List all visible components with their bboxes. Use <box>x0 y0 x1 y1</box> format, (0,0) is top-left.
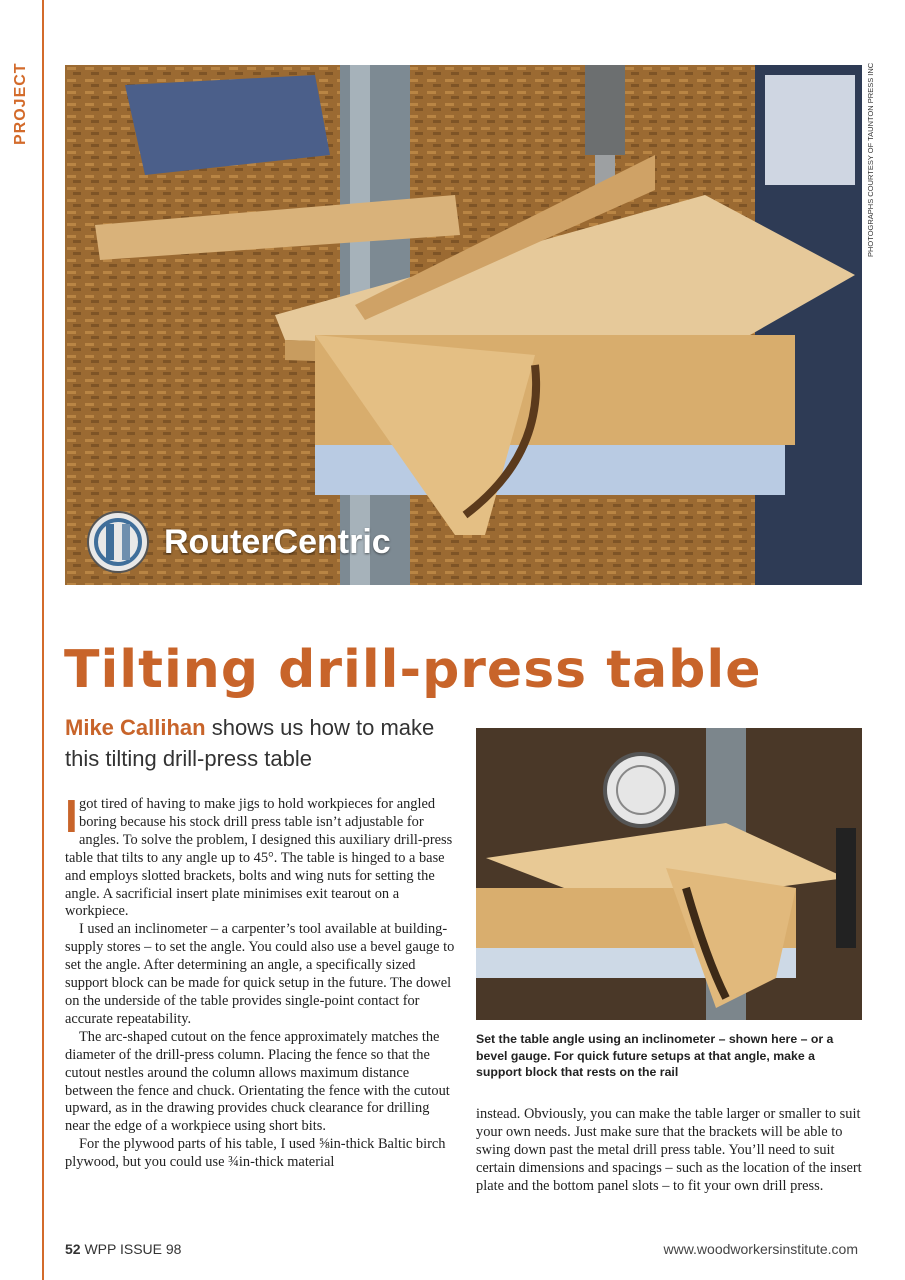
inclinometer-photo-illustration <box>476 728 862 1020</box>
section-tag-label: PROJECT <box>12 62 29 145</box>
side-rule <box>42 0 44 1280</box>
section-tag <box>0 60 40 150</box>
hero-photo-illustration <box>65 65 862 585</box>
body-column-right <box>476 1106 862 1196</box>
standfirst-text: shows us how to make this tilting drill-press table <box>65 715 435 771</box>
body-column-left <box>65 790 457 1172</box>
issue-label: WPP ISSUE 98 <box>84 1241 182 1257</box>
body-paragraph <box>65 790 457 921</box>
photo-credit <box>866 62 880 265</box>
body-paragraph: The arc-shaped cutout on the fence approximately matches the diameter of the drill-press column. Placing the fence so that the cutout nestles around the column allows maximum distance between the fence and chuck. Orientating the fence with the cutout upward, as in the drawing provides chuck clearance for drilling near the edge of a workpiece using short bits. <box>65 1028 450 1135</box>
standfirst <box>65 712 455 774</box>
author-name: Mike Callihan <box>65 715 206 740</box>
body-paragraph: For the plywood parts of his table, I used ⅝in-thick Baltic birch plywood, but you could use ¾in-thick material <box>65 1136 446 1171</box>
routercentric-logo-icon <box>82 510 154 574</box>
footer-issue <box>65 1241 181 1257</box>
body-paragraph-text: got tired of having to make jigs to hold workpieces for angled boring because his stock drill press table isn’t adjustable for angles. To solve the problem, I designed this auxiliary drill-press table that tilts to any angle up to 45°. The table is hinged to a base and employs slotted brackets, bolts and wing nuts for setting the angle. A sacrificial insert plate minimises exit tearout on a workpiece. <box>65 796 453 920</box>
photo-caption: Set the table angle using an inclinometer – shown here – or a bevel gauge. For quick future setups at that angle, make a support block that rests on the rail <box>476 1032 834 1079</box>
photo-credit-text: PHOTOGRAPHS COURTESY OF TAUNTON PRESS INC <box>866 62 875 257</box>
page-number: 52 <box>65 1241 81 1257</box>
hero-photo <box>65 65 862 585</box>
article-title: Tilting drill-press table <box>64 639 762 700</box>
drop-cap: I <box>65 790 78 842</box>
body-paragraph: instead. Obviously, you can make the table larger or smaller to suit your own needs. Just make sure that the brackets will be able to swing down past the metal drill press table. You’ll need to suit certain dimensions and spacings – such as the location of the insert plate and the bottom panel slots – to fit your own drill press. <box>476 1106 862 1194</box>
body-paragraph: I used an inclinometer – a carpenter’s tool available at building-supply stores – to set the angle. You could also use a bevel gauge to set the angle. After determining an angle, a specifically sized support block can be made for quick setup in the future. The dowel on the underside of the table provides single-point contact for accurate repeatability. <box>65 921 455 1027</box>
footer-website: www.woodworkersinstitute.com <box>663 1241 858 1257</box>
brand-name: RouterCentric <box>164 522 391 561</box>
inclinometer-photo <box>476 728 862 1020</box>
brand <box>82 510 391 574</box>
